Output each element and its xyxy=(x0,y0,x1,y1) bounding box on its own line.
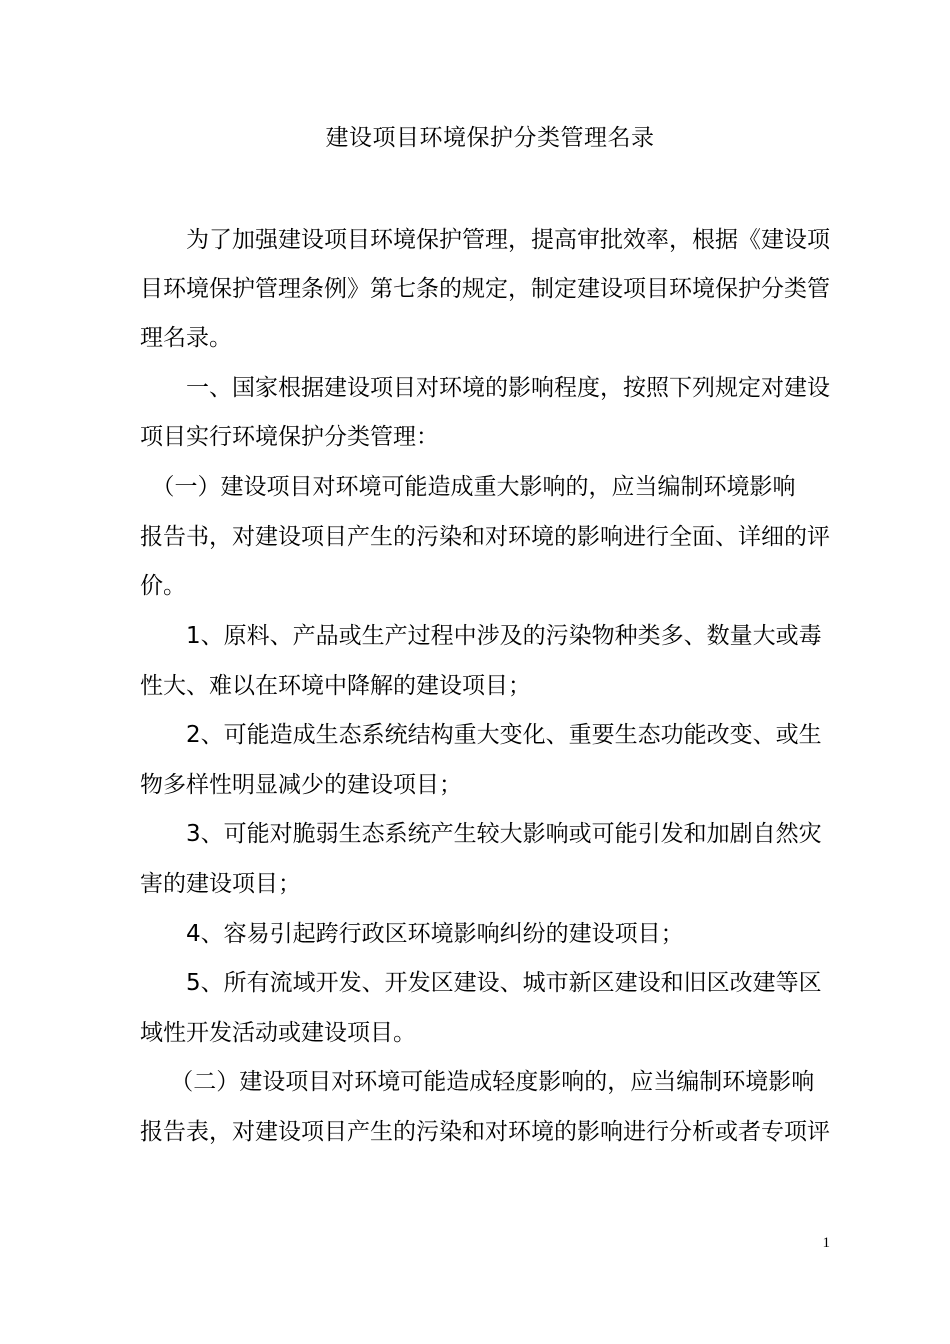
body-line: 报告表，对建设项目产生的污染和对环境的影响进行分析或者专项评 xyxy=(140,1119,830,1145)
body-line: （二）建设项目对环境可能造成轻度影响的，应当编制环境影响 xyxy=(140,1069,815,1095)
body-line: 项目实行环境保护分类管理： xyxy=(140,424,439,450)
body-line: 1、原料、产品或生产过程中涉及的污染物种类多、数量大或毒 xyxy=(140,623,822,649)
body-line: （一）建设项目对环境可能造成重大影响的，应当编制环境影响 xyxy=(140,474,796,500)
body-line: 报告书，对建设项目产生的污染和对环境的影响进行全面、详细的评 xyxy=(140,524,830,550)
body-line: 理名录。 xyxy=(140,325,232,351)
body-line: 一、国家根据建设项目对环境的影响程度，按照下列规定对建设 xyxy=(140,375,830,401)
body-line: 为了加强建设项目环境保护管理，提高审批效率，根据《建设项 xyxy=(140,227,830,253)
body-line: 性大、难以在环境中降解的建设项目； xyxy=(140,673,531,699)
body-line: 域性开发活动或建设项目。 xyxy=(140,1020,416,1046)
body-line: 害的建设项目； xyxy=(140,871,301,897)
page-number: 1 xyxy=(822,1235,830,1251)
body-line: 物多样性明显减少的建设项目； xyxy=(140,772,462,798)
body-line: 2、可能造成生态系统结构重大变化、重要生态功能改变、或生 xyxy=(140,722,822,748)
body-line: 价。 xyxy=(140,573,186,599)
body-line: 目环境保护管理条例》第七条的规定，制定建设项目环境保护分类管 xyxy=(140,276,830,302)
document-title: 建设项目环境保护分类管理名录 xyxy=(325,125,655,151)
body-line: 3、可能对脆弱生态系统产生较大影响或可能引发和加剧自然灾 xyxy=(140,821,822,847)
body-line: 4、容易引起跨行政区环境影响纠纷的建设项目； xyxy=(140,921,684,947)
body-line: 5、所有流域开发、开发区建设、城市新区建设和旧区改建等区 xyxy=(140,970,822,996)
